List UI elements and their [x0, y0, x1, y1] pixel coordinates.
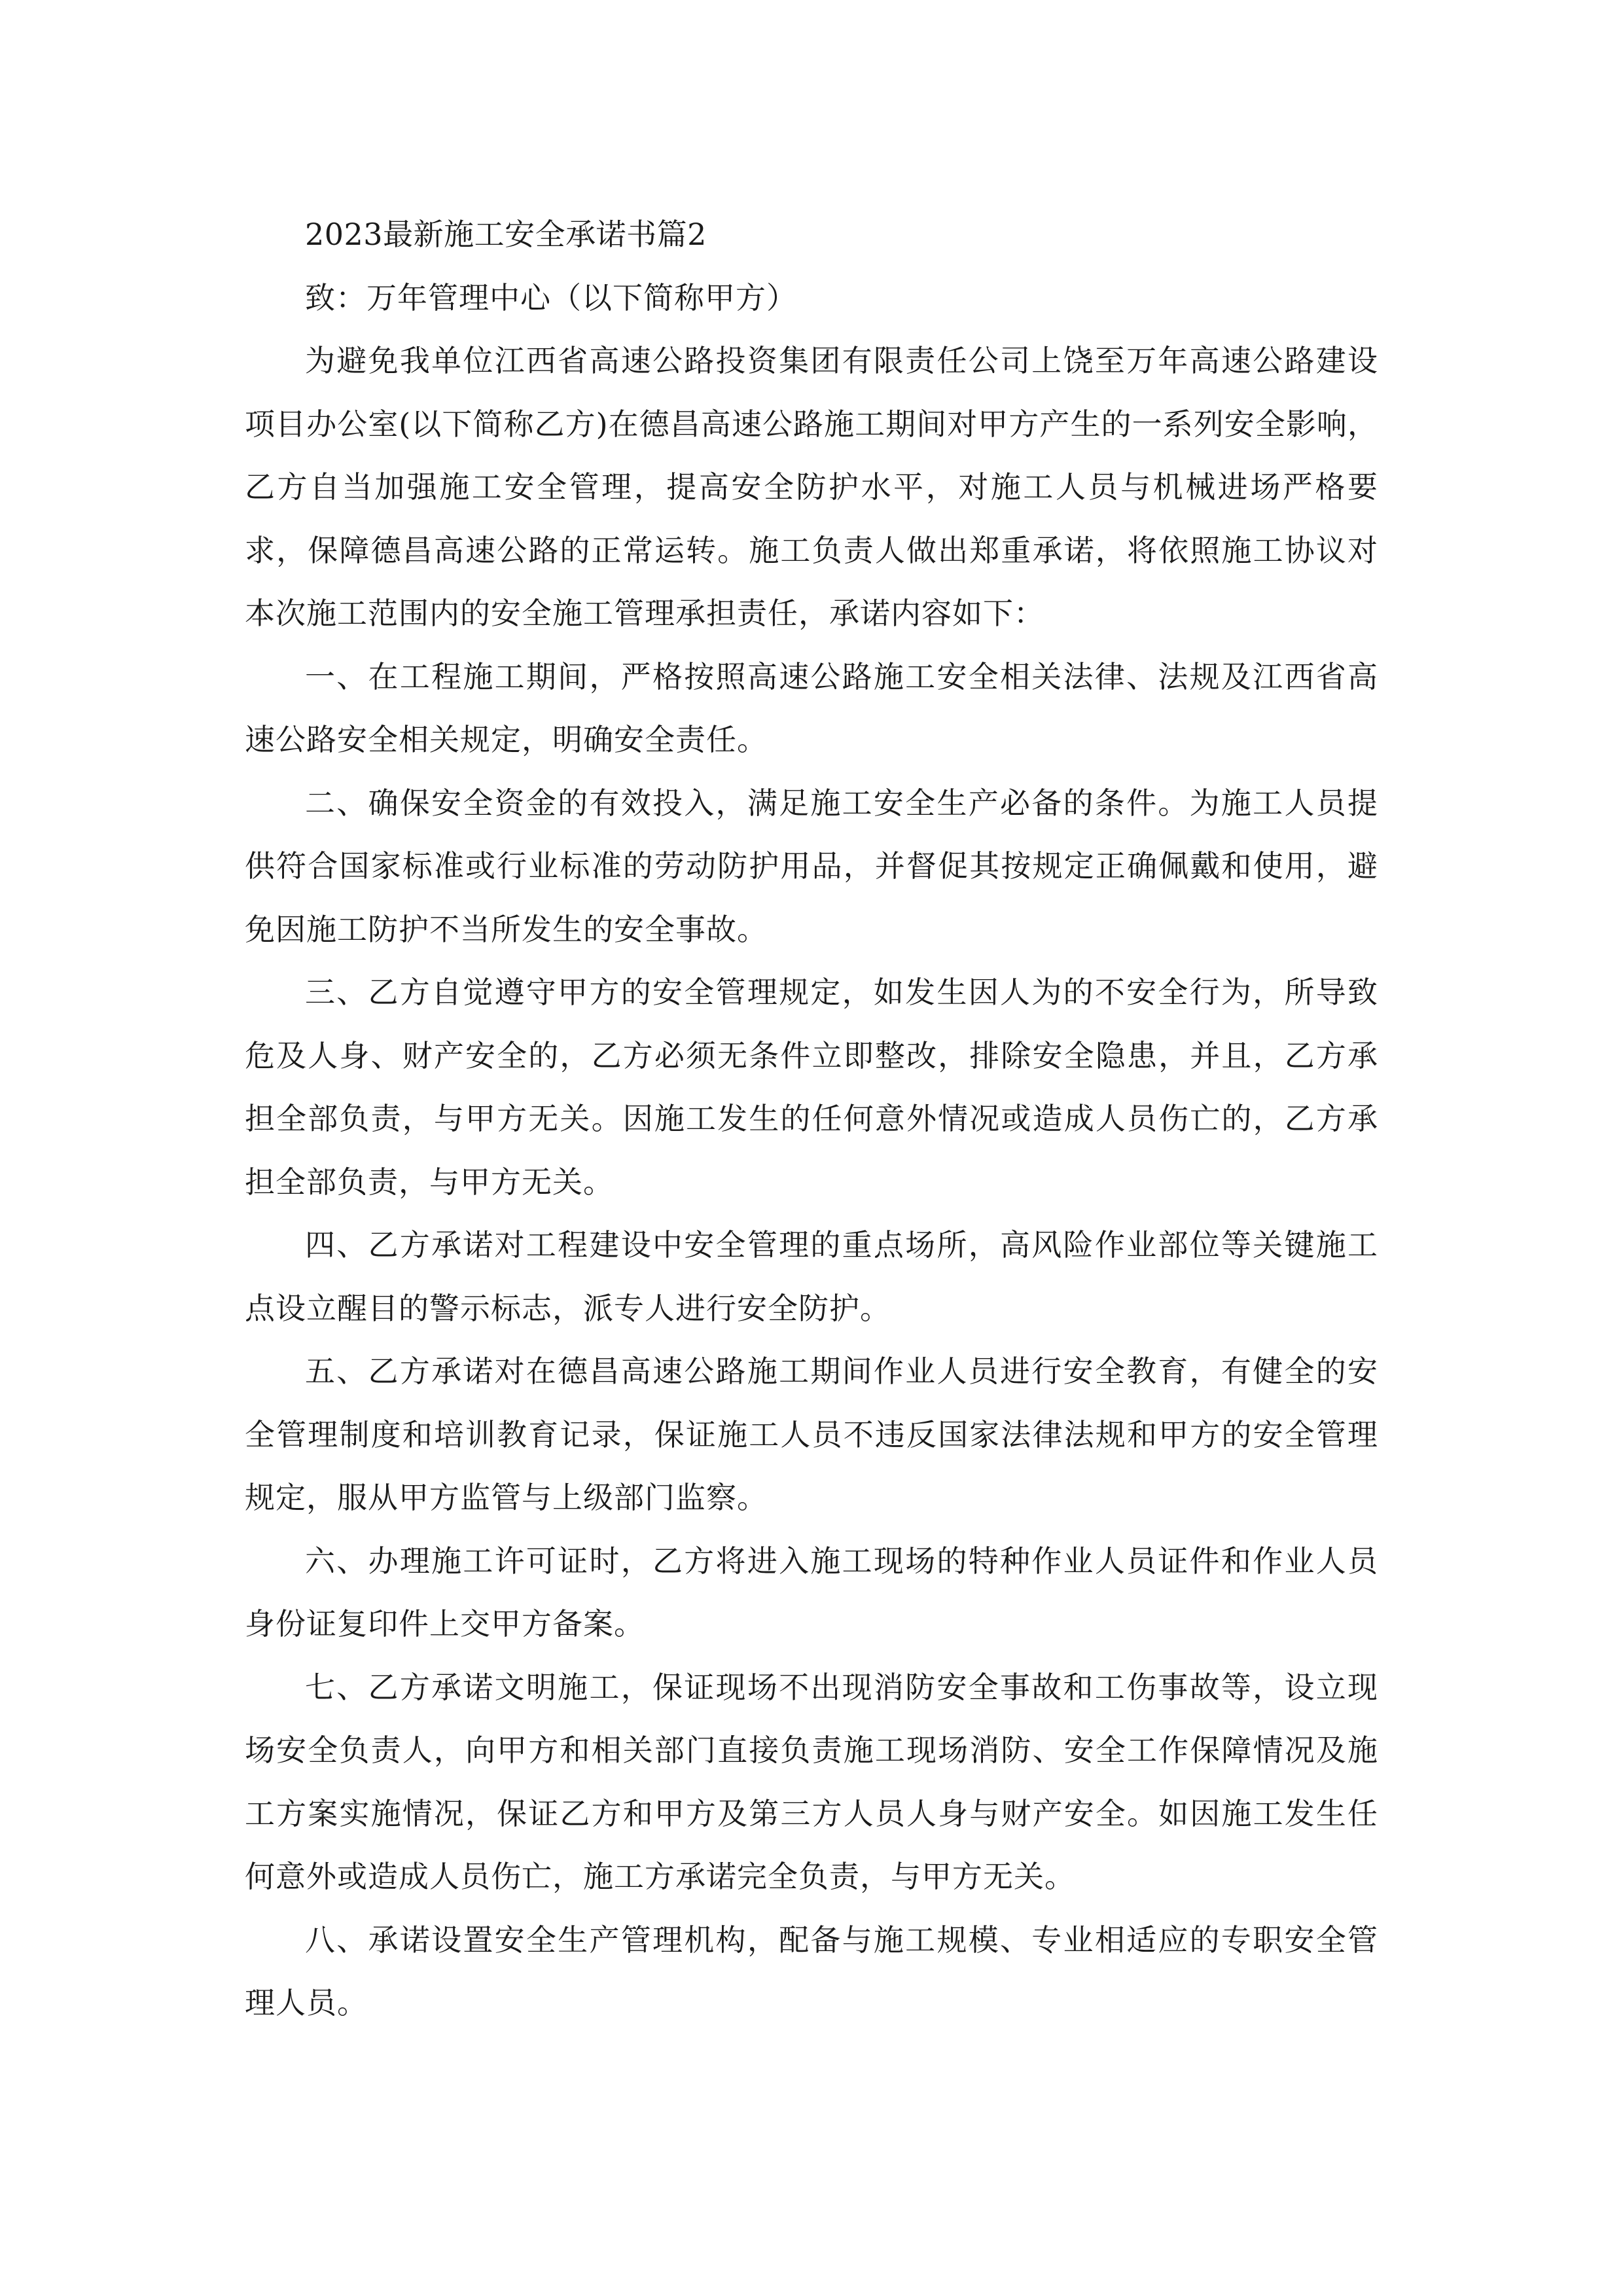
paragraph-item-2: 二、确保安全资金的有效投入，满足施工安全生产必备的条件。为施工人员提供符合国家标准或行业标准的劳动防护用品，并督促其按规定正确佩戴和使用，避免因施工防护不当所发生的安全事故。 [245, 785, 1378, 947]
document-body [245, 203, 1378, 2035]
paragraph-item-5: 五、乙方承诺对在德昌高速公路施工期间作业人员进行安全教育，有健全的安全管理制度和培训教育记录，保证施工人员不违反国家法律法规和甲方的安全管理规定，服从甲方监管与上级部门监察。 [245, 1354, 1378, 1515]
paragraph-item-8: 八、承诺设置安全生产管理机构，配备与施工规模、专业相适应的专职安全管理人员。 [245, 1922, 1378, 2020]
paragraph-item-1: 一、在工程施工期间，严格按照高速公路施工安全相关法律、法规及江西省高速公路安全相关规定，明确安全责任。 [245, 658, 1378, 757]
paragraph-intro: 为避免我单位江西省高速公路投资集团有限责任公司上饶至万年高速公路建设项目办公室(以下简称乙方)在德昌高速公路施工期间对甲方产生的一系列安全影响，乙方自当加强施工安全管理，提高安全防护水平，对施工人员与机械进场严格要求，保障德昌高速公路的正常运转。施工负责人做出郑重承诺，将依照施工协议对本次施工范围内的安全施工管理承担责任，承诺内容如下： [245, 343, 1378, 631]
salutation: 致：万年管理中心（以下简称甲方） [305, 279, 797, 315]
paragraph-item-6: 六、办理施工许可证时，乙方将进入施工现场的特种作业人员证件和作业人员身份证复印件上交甲方备案。 [245, 1543, 1378, 1641]
paragraph-item-4: 四、乙方承诺对工程建设中安全管理的重点场所，高风险作业部位等关键施工点设立醒目的警示标志，派专人进行安全防护。 [245, 1227, 1378, 1326]
paragraph-item-7: 七、乙方承诺文明施工，保证现场不出现消防安全事故和工伤事故等，设立现场安全负责人，向甲方和相关部门直接负责施工现场消防、安全工作保障情况及施工方案实施情况，保证乙方和甲方及第三方人员人身与财产安全。如因施工发生任何意外或造成人员伤亡，施工方承诺完全负责，与甲方无关。 [245, 1669, 1378, 1894]
document-title: 2023最新施工安全承诺书篇2 [305, 217, 707, 252]
paragraph-item-3: 三、乙方自觉遵守甲方的安全管理规定，如发生因人为的不安全行为，所导致危及人身、财产安全的，乙方必须无条件立即整改，排除安全隐患，并且，乙方承担全部负责，与甲方无关。因施工发生的任何意外情况或造成人员伤亡的，乙方承担全部负责，与甲方无关。 [245, 975, 1378, 1200]
